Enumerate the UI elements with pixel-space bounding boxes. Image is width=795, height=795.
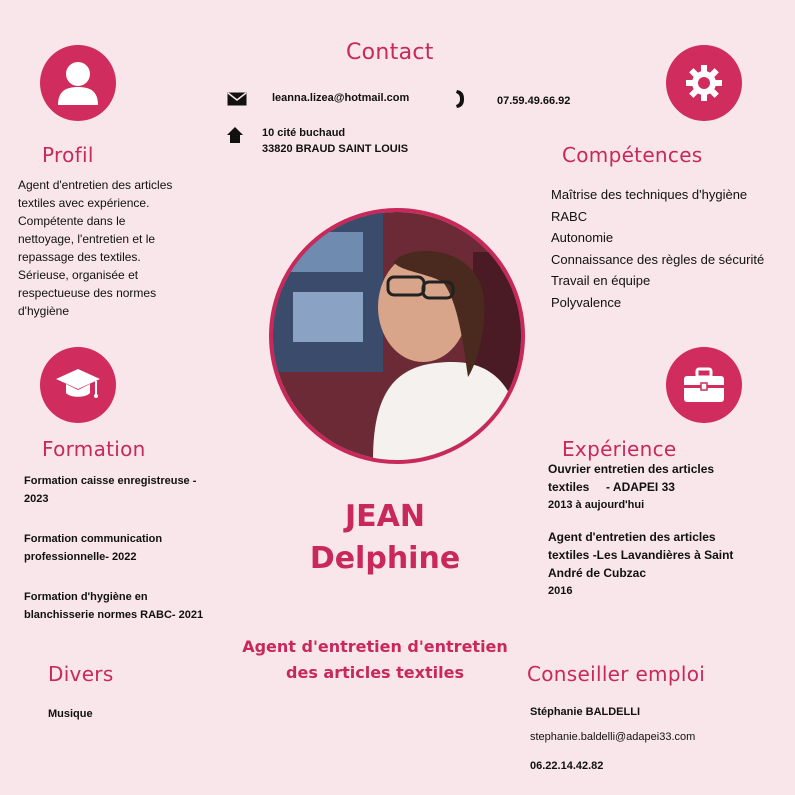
profil-line: nettoyage, l'entretien et le bbox=[18, 232, 156, 246]
phone-icon bbox=[455, 89, 465, 114]
divers-item: Musique bbox=[48, 708, 93, 720]
contact-email[interactable]: leanna.lizea@hotmail.com bbox=[272, 92, 410, 104]
portrait-image bbox=[273, 212, 521, 460]
experience-icon-badge bbox=[666, 347, 742, 423]
experience-item bbox=[548, 528, 733, 600]
formation-item-line1: Formation d'hygiène en bbox=[24, 591, 148, 603]
briefcase-icon bbox=[682, 365, 726, 405]
formation-item-line1: Formation caisse enregistreuse - bbox=[24, 475, 197, 487]
conseiller-name: Stéphanie BALDELLI bbox=[530, 706, 641, 718]
profil-line: Sérieuse, organisée et bbox=[18, 268, 139, 282]
list-item: Travail en équipe bbox=[551, 273, 651, 288]
formation-item-line2: blanchisserie normes RABC- 2021 bbox=[24, 609, 204, 621]
profile-photo bbox=[269, 208, 525, 464]
contact-address bbox=[262, 125, 408, 157]
experience-item-line: Agent d'entretien des articles bbox=[548, 530, 716, 544]
conseiller-email[interactable]: stephanie.baldelli@adapei33.com bbox=[530, 731, 696, 743]
profil-line: repassage des textiles. bbox=[18, 250, 141, 264]
user-icon bbox=[56, 59, 100, 107]
contact-phone[interactable]: 07.59.49.66.92 bbox=[497, 95, 571, 107]
list-item: Connaissance des règles de sécurité bbox=[551, 251, 765, 267]
profil-title: Profil bbox=[42, 143, 94, 167]
competences-title: Compétences bbox=[562, 143, 703, 167]
profil-text bbox=[18, 176, 218, 320]
job-title-line2: des articles textiles bbox=[286, 663, 464, 682]
divers-title: Divers bbox=[48, 662, 114, 686]
last-name: JEAN bbox=[345, 499, 425, 534]
formation-item bbox=[24, 530, 162, 566]
formation-item-line2: professionnelle- 2022 bbox=[24, 551, 137, 563]
formation-item-line1: Formation communication bbox=[24, 533, 163, 545]
competences-list bbox=[551, 184, 764, 313]
job-title-line1: Agent d'entretien d'entretien bbox=[242, 637, 508, 656]
conseiller-phone[interactable]: 06.22.14.42.82 bbox=[530, 760, 604, 772]
address-line1: 10 cité buchaud bbox=[262, 127, 346, 139]
conseiller-title: Conseiller emploi bbox=[527, 662, 706, 686]
gear-icon bbox=[684, 63, 724, 103]
experience-item-line: André de Cubzac bbox=[548, 566, 647, 580]
experience-item-line: textiles -Les Lavandières à Saint bbox=[548, 548, 734, 562]
profil-line: respectueuse des normes bbox=[18, 286, 157, 300]
formation-item bbox=[24, 472, 196, 508]
candidate-name bbox=[280, 496, 490, 580]
competences-icon-badge bbox=[666, 45, 742, 121]
home-icon bbox=[226, 126, 244, 149]
profil-line: Agent d'entretien des articles bbox=[18, 178, 173, 192]
formation-title: Formation bbox=[42, 437, 146, 461]
list-item: Maîtrise des techniques d'hygiène bbox=[551, 187, 748, 202]
list-item: Autonomie bbox=[551, 230, 614, 245]
experience-item-line: textiles - ADAPEI 33 bbox=[548, 480, 675, 494]
job-title bbox=[225, 634, 525, 686]
profil-icon-badge bbox=[40, 45, 116, 121]
contact-title: Contact bbox=[346, 40, 434, 65]
list-item: Polyvalence bbox=[551, 294, 622, 310]
experience-item bbox=[548, 460, 714, 514]
formation-item-line2: 2023 bbox=[24, 493, 49, 505]
profil-line: textiles avec expérience. bbox=[18, 196, 150, 210]
experience-item-line: Ouvrier entretien des articles bbox=[548, 462, 715, 476]
formation-item bbox=[24, 588, 203, 624]
formation-icon-badge bbox=[40, 347, 116, 423]
graduation-cap-icon bbox=[54, 365, 102, 405]
experience-item-date: 2016 bbox=[548, 585, 573, 597]
profil-line: d'hygiène bbox=[18, 304, 69, 318]
list-item: RABC bbox=[551, 208, 588, 224]
first-name: Delphine bbox=[309, 541, 461, 576]
profil-line: Compétente dans le bbox=[18, 214, 126, 228]
address-line2: 33820 BRAUD SAINT LOUIS bbox=[262, 143, 409, 155]
experience-title: Expérience bbox=[562, 437, 677, 461]
experience-item-date: 2013 à aujourd'hui bbox=[548, 499, 645, 511]
envelope-icon bbox=[227, 92, 247, 111]
